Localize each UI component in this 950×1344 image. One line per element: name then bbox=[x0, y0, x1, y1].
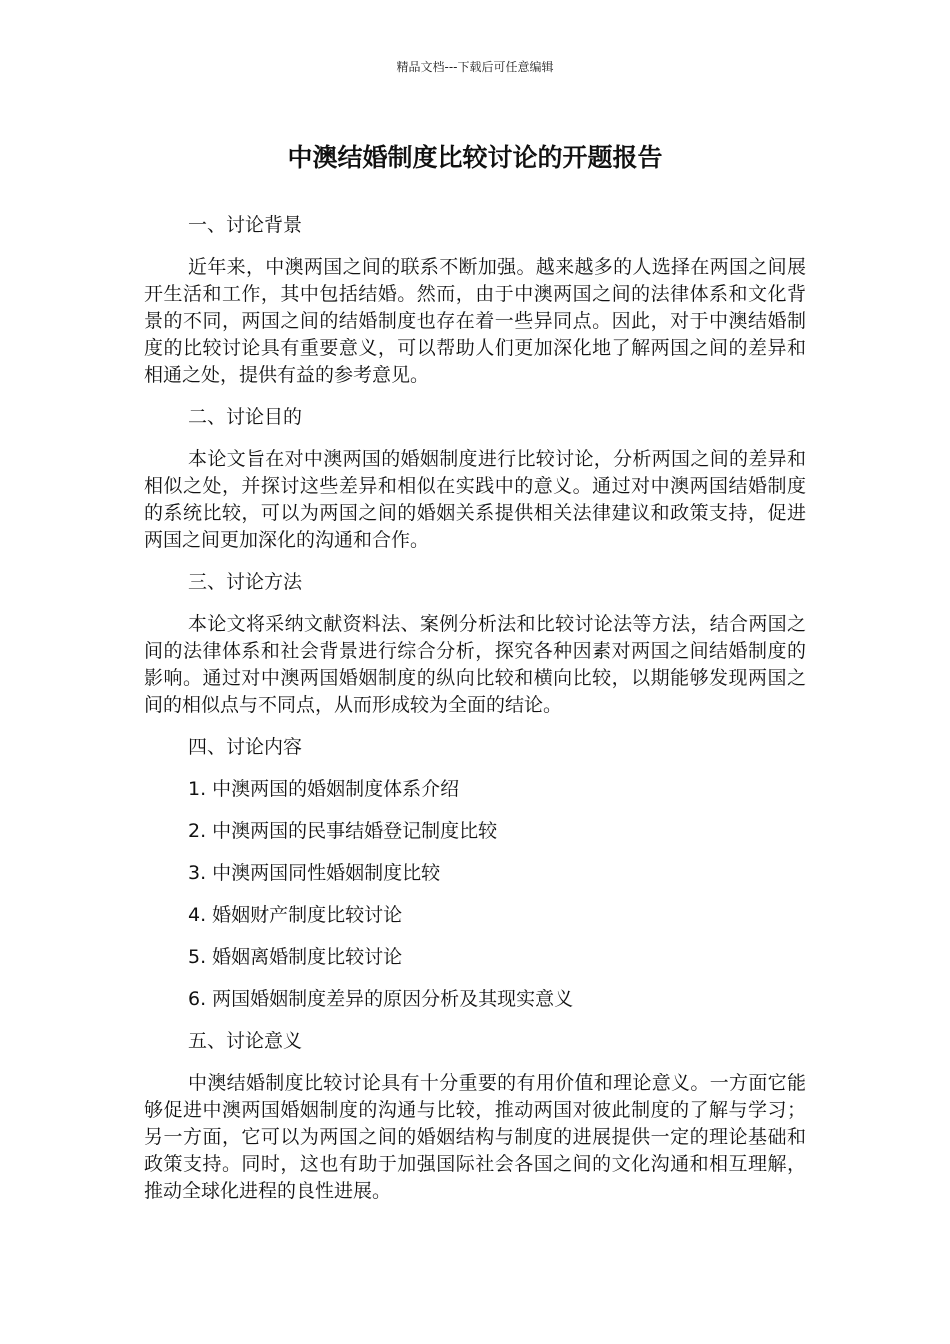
list-item: 3. 中澳两国同性婚姻制度比较 bbox=[188, 862, 441, 884]
section-heading-content: 四、讨论内容 bbox=[188, 736, 303, 758]
list-item: 6. 两国婚姻制度差异的原因分析及其现实意义 bbox=[188, 988, 574, 1010]
section-paragraph-background: 近年来，中澳两国之间的联系不断加强。越来越多的人选择在两国之间展开生活和工作，其中包括结婚。然而，由于中澳两国之间的法律体系和文化背景的不同，两国之间的结婚制度也存在着一些异同点。因此，对于中澳结婚制度的比较讨论具有重要意义，可以帮助人们更加深化地了解两国之间的差异和相通之处，提供有益的参考意见。 bbox=[144, 256, 806, 386]
list-item: 1. 中澳两国的婚姻制度体系介绍 bbox=[188, 778, 460, 800]
header-note: 精品文档---下载后可任意编辑 bbox=[396, 60, 554, 74]
list-item: 2. 中澳两国的民事结婚登记制度比较 bbox=[188, 820, 498, 842]
list-item: 4. 婚姻财产制度比较讨论 bbox=[188, 904, 403, 926]
section-heading-significance: 五、讨论意义 bbox=[188, 1030, 303, 1052]
list-item: 5. 婚姻离婚制度比较讨论 bbox=[188, 946, 403, 968]
section-heading-purpose: 二、讨论目的 bbox=[188, 406, 303, 428]
document-title: 中澳结婚制度比较讨论的开题报告 bbox=[287, 143, 663, 172]
document-body bbox=[144, 212, 806, 1220]
section-heading-method: 三、讨论方法 bbox=[188, 571, 303, 593]
section-paragraph-significance: 中澳结婚制度比较讨论具有十分重要的有用价值和理论意义。一方面它能够促进中澳两国婚姻制度的沟通与比较，推动两国对彼此制度的了解与学习；另一方面，它可以为两国之间的婚姻结构与制度的进展提供一定的理论基础和政策支持。同时，这也有助于加强国际社会各国之间的文化沟通和相互理解，推动全球化进程的良性进展。 bbox=[144, 1072, 806, 1202]
section-paragraph-purpose: 本论文旨在对中澳两国的婚姻制度进行比较讨论，分析两国之间的差异和相似之处，并探讨这些差异和相似在实践中的意义。通过对中澳两国结婚制度的系统比较，可以为两国之间的婚姻关系提供相关法律建议和政策支持，促进两国之间更加深化的沟通和合作。 bbox=[144, 448, 806, 551]
section-heading-background: 一、讨论背景 bbox=[188, 214, 303, 236]
section-paragraph-method: 本论文将采纳文献资料法、案例分析法和比较讨论法等方法，结合两国之间的法律体系和社会背景进行综合分析，探究各种因素对两国之间结婚制度的影响。通过对中澳两国婚姻制度的纵向比较和横向比较，以期能够发现两国之间的相似点与不同点，从而形成较为全面的结论。 bbox=[144, 613, 806, 716]
